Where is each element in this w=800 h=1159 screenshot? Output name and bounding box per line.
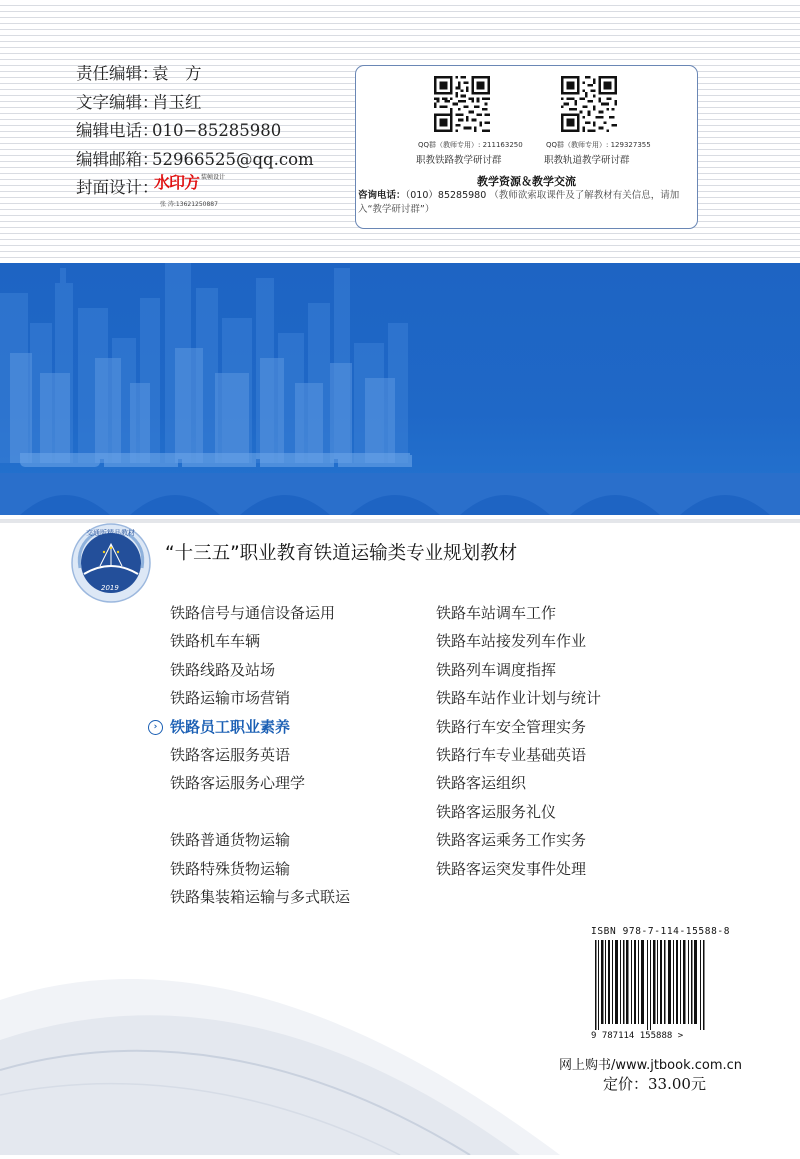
qr2-caption: QQ群（教师专用）: 129327355 bbox=[546, 141, 651, 149]
list-item: 铁路客运服务心理学 bbox=[170, 774, 306, 793]
list-item: 铁路客运突发事件处理 bbox=[436, 859, 587, 878]
credits-block bbox=[76, 60, 314, 203]
qr-code-icon bbox=[561, 76, 617, 132]
list-item: 铁路机车车辆 bbox=[170, 632, 261, 651]
list-item: 铁路行车安全管理实务 bbox=[436, 717, 587, 736]
list-item: 铁路信号与通信设备运用 bbox=[170, 604, 336, 622]
price: 定价：33.00元 bbox=[603, 1075, 706, 1093]
contact-phone: （010）85285980 bbox=[405, 190, 487, 201]
designer-phone: 张 涛:13621250887 bbox=[160, 201, 218, 208]
quality-textbook-badge bbox=[70, 522, 152, 604]
qr-code-icon bbox=[434, 76, 490, 132]
list-item: 铁路线路及站场 bbox=[170, 660, 276, 679]
list-item: 铁路集装箱运输与多式联运 bbox=[170, 887, 351, 906]
email-row: 编辑邮箱： 52966525@qq.com bbox=[76, 146, 314, 175]
text-editor-row: 文字编辑： 肖玉红 bbox=[76, 89, 314, 118]
list-item: 铁路行车专业基础英语 bbox=[436, 745, 587, 764]
badge-year: 2019 bbox=[101, 584, 119, 592]
badge-text: 交通版精品教材 bbox=[86, 529, 135, 537]
list-item: 铁路运输市场营销 bbox=[170, 689, 291, 708]
list-item: 铁路车站作业计划与统计 bbox=[436, 689, 602, 708]
qr1-caption: QQ群（教师专用）: 211163250 bbox=[418, 141, 523, 149]
editor-row: 责任编辑： 袁 方 bbox=[76, 60, 314, 89]
book-list-left bbox=[153, 599, 351, 911]
list-item: 铁路普通货物运输 bbox=[170, 831, 291, 850]
editor-email: 52966525@qq.com bbox=[152, 149, 314, 169]
barcode bbox=[593, 940, 709, 1030]
current-book-item: › 铁路员工职业素养 bbox=[170, 713, 350, 741]
qr-contact: 咨询电话：（010）85285980 （教师欲索取课件及了解教材有关信息，请加入“教学研讨群”） bbox=[358, 190, 680, 215]
online-purchase: 网上购书/www.jtbook.com.cn bbox=[559, 1058, 743, 1073]
qr-panel bbox=[355, 65, 698, 229]
list-item: 铁路客运组织 bbox=[436, 774, 527, 793]
text-editor-name: 肖玉红 bbox=[152, 92, 202, 112]
editor-name: 袁 方 bbox=[152, 64, 202, 83]
city-skyline-banner bbox=[0, 263, 800, 515]
phone-row: 编辑电话： 010−85285980 bbox=[76, 117, 314, 146]
list-item: 铁路车站接发列车作业 bbox=[436, 632, 587, 651]
qr2-name: 职教轨道教学研讨群 bbox=[544, 155, 630, 166]
contact-note: （教师欲索取课件及了解教材有关信息，请加入“教学研讨群”） bbox=[358, 190, 680, 215]
chevron-right-icon: › bbox=[148, 720, 163, 735]
barcode-digits: 9 787114 155888 > bbox=[591, 1031, 684, 1041]
list-item: 铁路客运乘务工作实务 bbox=[436, 831, 587, 850]
isbn-text: ISBN 978-7-114-15588-8 bbox=[591, 926, 731, 937]
list-item: 铁路特殊货物运输 bbox=[170, 859, 291, 878]
cover-design-row: 封面设计： 水印方 装帧设计 bbox=[76, 174, 314, 203]
list-gap bbox=[170, 798, 350, 826]
book-list-right bbox=[436, 599, 601, 883]
list-item: 铁路列车调度指挥 bbox=[436, 660, 557, 679]
series-title: “十三五”职业教育铁道运输类专业规划教材 bbox=[165, 543, 518, 564]
list-item: 铁路客运服务礼仪 bbox=[436, 802, 557, 821]
editor-phone: 010−85285980 bbox=[152, 121, 282, 140]
list-item: 铁路客运服务英语 bbox=[170, 745, 291, 764]
list-item: 铁路车站调车工作 bbox=[436, 604, 557, 622]
qr1-name: 职教铁路教学研讨群 bbox=[416, 155, 502, 166]
designer-logo: 水印方 装帧设计 bbox=[154, 173, 226, 192]
qr-panel-title: 教学资源＆教学交流 bbox=[477, 175, 576, 188]
